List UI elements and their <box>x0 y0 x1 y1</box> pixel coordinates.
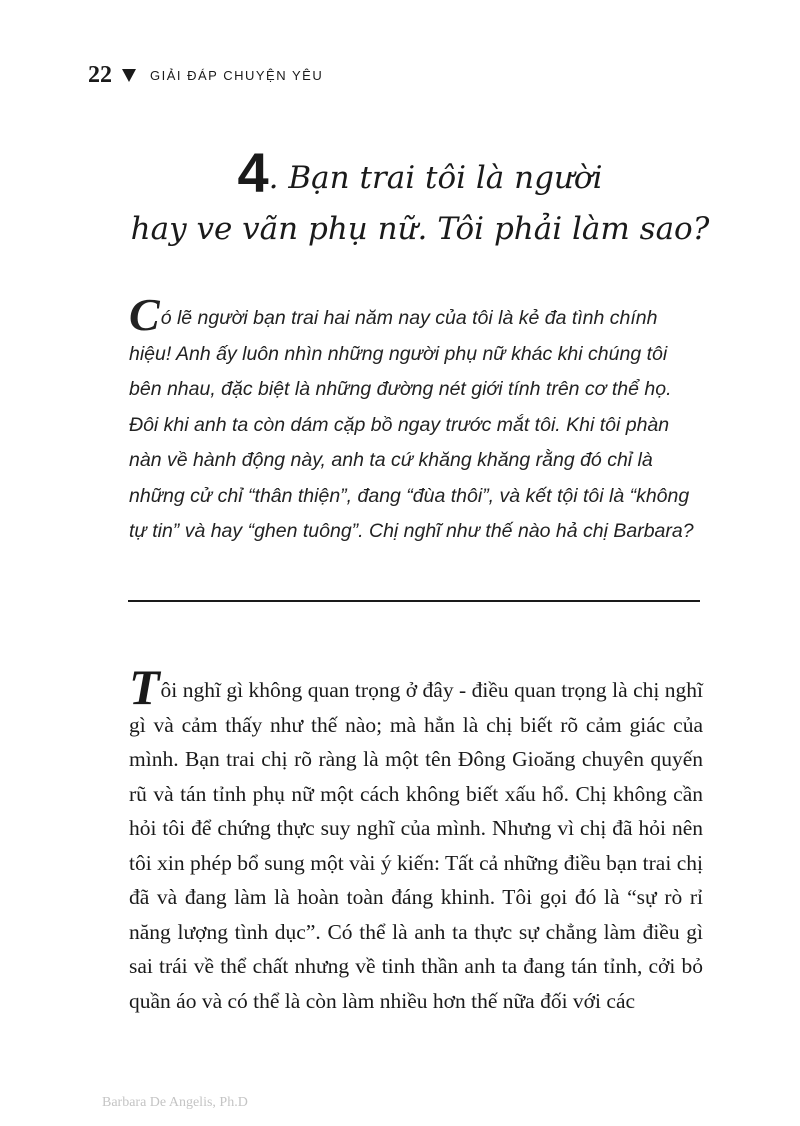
question-text: ó lẽ người bạn trai hai năm nay của tôi là kẻ đa tình chính hiệu! Anh ấy luôn nhìn những người phụ nữ khác khi chúng tôi bên nhau, đặc biệt là những đường nét giới tính trên cơ thể họ. Đôi khi anh ta còn dám cặp bồ ngay trước mắt tôi. Khi tôi phàn nàn về hành động này, anh ta cứ khăng khăng rằng đó chỉ là những cử chỉ “thân thiện”, đang “đùa thôi”, và kết tội tôi là “không tự tin” và hay “ghen tuông”. Chị nghĩ như thế nào hả chị Barbara? <box>129 307 694 542</box>
chapter-title-text: . Bạn trai tôi là người <box>268 160 603 196</box>
question-dropcap: C <box>129 289 160 340</box>
chapter-title-line2: hay ve vãn phụ nữ. Tôi phải làm sao? <box>130 211 710 247</box>
answer-dropcap: T <box>129 659 160 715</box>
chapter-heading <box>100 141 740 255</box>
page-number: 22 <box>88 62 112 88</box>
section-divider <box>128 600 700 602</box>
reader-question <box>129 289 701 550</box>
chapter-number: 4 <box>237 141 269 204</box>
footer-author: Barbara De Angelis, Ph.D <box>102 1095 248 1110</box>
author-answer <box>129 659 703 1018</box>
triangle-down-icon <box>122 69 136 82</box>
running-title: GIẢI ĐÁP CHUYỆN YÊU <box>150 68 324 83</box>
running-head <box>88 62 323 89</box>
chapter-title-line1 <box>100 141 740 204</box>
answer-text: ôi nghĩ gì không quan trọng ở đây - điều quan trọng là chị nghĩ gì và cảm thấy như thế nào; mà hẳn là chị biết rõ cảm giác của mình. Bạn trai chị rõ ràng là một tên Đông Gioăng chuyên quyến rũ và tán tỉnh phụ nữ một cách không biết xấu hổ. Chị không cần hỏi tôi để chứng thực suy nghĩ của mình. Nhưng vì chị đã hỏi nên tôi xin phép bổ sung một vài ý kiến: Tất cả những điều bạn trai chị đã và đang làm là hoàn toàn đáng khinh. Tôi gọi đó là “sự rò rỉ năng lượng tình dục”. Có thể là anh ta thực sự chẳng làm điều gì sai trái về thể chất nhưng về tinh thần anh ta đang tán tỉnh, cởi bỏ quần áo và có thể là còn làm nhiều hơn thế nữa đối với các <box>129 678 703 1013</box>
